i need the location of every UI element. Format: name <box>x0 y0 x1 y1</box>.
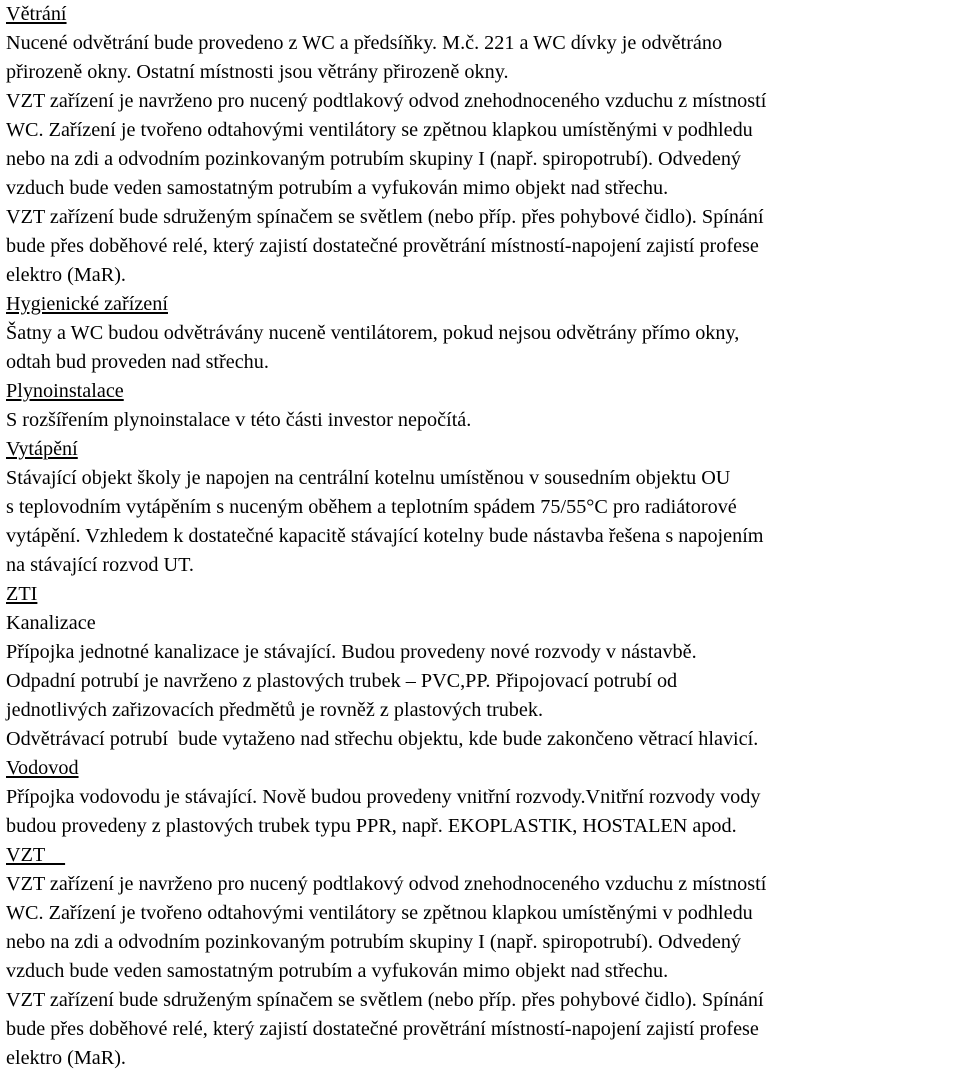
paragraph-line: WC. Zařízení je tvořeno odtahovými ventilátory se zpětnou klapkou umístěnými v podhledu <box>6 902 753 924</box>
paragraph-line: WC. Zařízení je tvořeno odtahovými ventilátory se zpětnou klapkou umístěnými v podhledu <box>6 119 753 141</box>
paragraph-line: nebo na zdi a odvodním pozinkovaným potrubím skupiny I (např. spiropotrubí). Odvedený <box>6 931 742 953</box>
paragraph-line: S rozšířením plynoinstalace v této části investor nepočítá. <box>6 409 472 431</box>
section-heading: Hygienické zařízení <box>6 293 168 315</box>
section-heading: Plynoinstalace <box>6 380 124 402</box>
paragraph-line: Nucené odvětrání bude provedeno z WC a předsíňky. M.č. 221 a WC dívky je odvětráno <box>6 32 723 54</box>
paragraph-line: VZT zařízení je navrženo pro nucený podtlakový odvod znehodnoceného vzduchu z místností <box>6 873 767 895</box>
paragraph-line: Přípojka vodovodu je stávající. Nově budou provedeny vnitřní rozvody.Vnitřní rozvody vody <box>6 786 761 808</box>
paragraph-line: bude přes doběhové relé, který zajistí dostatečné provětrání místností-napojení zajistí profese <box>6 235 759 257</box>
paragraph-line: nebo na zdi a odvodním pozinkovaným potrubím skupiny I (např. spiropotrubí). Odvedený <box>6 148 742 170</box>
section-heading: VZT <box>6 844 66 866</box>
paragraph-line: na stávající rozvod UT. <box>6 554 194 576</box>
paragraph-line: Šatny a WC budou odvětrávány nuceně ventilátorem, pokud nejsou odvětrány přímo okny, <box>6 322 740 344</box>
section-heading: ZTI <box>6 583 38 605</box>
paragraph-line: vzduch bude veden samostatným potrubím a vyfukován mimo objekt nad střechu. <box>6 177 669 199</box>
document-body <box>6 0 954 1073</box>
section-heading: Vodovod <box>6 757 79 779</box>
paragraph-line: bude přes doběhové relé, který zajistí dostatečné provětrání místností-napojení zajistí profese <box>6 1018 759 1040</box>
paragraph-line: VZT zařízení bude sdruženým spínačem se světlem (nebo příp. přes pohybové čidlo). Spínání <box>6 206 764 228</box>
paragraph-line: jednotlivých zařizovacích předmětů je rovněž z plastových trubek. <box>6 699 543 721</box>
paragraph-line: Přípojka jednotné kanalizace je stávající. Budou provedeny nové rozvody v nástavbě. <box>6 641 697 663</box>
paragraph-line: Kanalizace <box>6 612 96 634</box>
section-heading: Vytápění <box>6 438 78 460</box>
paragraph-line: přirozeně okny. Ostatní místnosti jsou větrány přirozeně okny. <box>6 61 509 83</box>
paragraph-line: s teplovodním vytápěním s nuceným oběhem a teplotním spádem 75/55°C pro radiátorové <box>6 496 737 518</box>
paragraph-line: elektro (MaR). <box>6 1047 126 1069</box>
paragraph-line: vzduch bude veden samostatným potrubím a vyfukován mimo objekt nad střechu. <box>6 960 669 982</box>
paragraph-line: Odvětrávací potrubí bude vytaženo nad střechu objektu, kde bude zakončeno větrací hlavicí. <box>6 728 759 750</box>
paragraph-line: Odpadní potrubí je navrženo z plastových trubek – PVC,PP. Připojovací potrubí od <box>6 670 678 692</box>
paragraph-line: vytápění. Vzhledem k dostatečné kapacitě stávající kotelny bude nástavba řešena s napojením <box>6 525 764 547</box>
paragraph-line: budou provedeny z plastových trubek typu PPR, např. EKOPLASTIK, HOSTALEN apod. <box>6 815 737 837</box>
paragraph-line: elektro (MaR). <box>6 264 126 286</box>
paragraph-line: VZT zařízení bude sdruženým spínačem se světlem (nebo příp. přes pohybové čidlo). Spínání <box>6 989 764 1011</box>
paragraph-line: VZT zařízení je navrženo pro nucený podtlakový odvod znehodnoceného vzduchu z místností <box>6 90 767 112</box>
paragraph-line: Stávající objekt školy je napojen na centrální kotelnu umístěnou v sousedním objektu OU <box>6 467 731 489</box>
paragraph-line: odtah bud proveden nad střechu. <box>6 351 269 373</box>
section-heading: Větrání <box>6 3 67 25</box>
